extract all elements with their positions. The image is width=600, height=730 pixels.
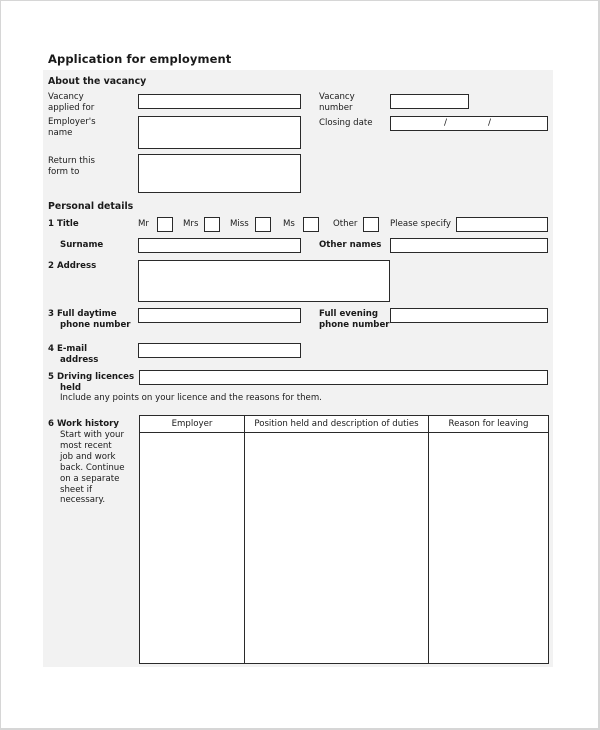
driving-licences-field[interactable]: [139, 370, 548, 385]
email-label: [48, 344, 98, 366]
vacancy-applied-for-field[interactable]: [138, 94, 301, 109]
closing-date-label: Closing date: [319, 118, 373, 128]
work-history-table: [139, 415, 549, 664]
please-specify-label: Please specify: [390, 219, 451, 229]
surname-field[interactable]: [138, 238, 301, 253]
label-line: form to: [48, 167, 80, 177]
document-title: Application for employment: [48, 52, 232, 66]
label-line: held: [60, 383, 82, 393]
column-header-reason: Reason for leaving: [448, 419, 529, 429]
instruction-line: job and work: [60, 451, 116, 462]
title-option-mrs-checkbox[interactable]: [204, 217, 220, 232]
title-option-other-checkbox[interactable]: [363, 217, 379, 232]
employer-cell[interactable]: [140, 434, 244, 663]
label-line: Return this: [48, 156, 95, 166]
other-names-label: Other names: [319, 240, 382, 250]
label-line: 3 Full daytime: [48, 309, 117, 319]
vacancy-number-label: [319, 92, 355, 114]
label-line: 5 Driving licences: [48, 372, 135, 382]
header-divider: [140, 432, 548, 433]
label-line: phone number: [60, 320, 131, 330]
work-history-label: 6 Work history: [48, 419, 120, 429]
instruction-line: most recent: [60, 440, 112, 451]
label-line: Vacancy: [48, 92, 84, 102]
surname-label: Surname: [60, 240, 104, 250]
reason-cell[interactable]: [430, 434, 548, 663]
return-form-to-field[interactable]: [138, 154, 301, 193]
title-option-miss-checkbox[interactable]: [255, 217, 271, 232]
date-separator: /: [488, 118, 492, 128]
column-header-employer: Employer: [171, 419, 213, 429]
email-field[interactable]: [138, 343, 301, 358]
daytime-phone-field[interactable]: [138, 308, 301, 323]
label-line: number: [319, 103, 353, 113]
evening-phone-label: [319, 309, 390, 331]
instruction-line: on a separate: [60, 473, 120, 484]
driving-licences-label: [48, 372, 134, 394]
instruction-line: Start with your: [60, 430, 125, 440]
about-vacancy-heading: About the vacancy: [48, 76, 147, 87]
label-line: address: [60, 355, 99, 365]
date-separator: /: [444, 118, 448, 128]
vacancy-applied-for-label: [48, 92, 94, 114]
evening-phone-field[interactable]: [390, 308, 548, 323]
title-option-miss-label: Miss: [230, 219, 249, 229]
vacancy-number-field[interactable]: [390, 94, 469, 109]
label-line: Full evening: [319, 309, 379, 319]
title-option-ms-checkbox[interactable]: [303, 217, 319, 232]
label-line: applied for: [48, 103, 95, 113]
column-header-position: Position held and description of duties: [254, 419, 419, 429]
position-cell[interactable]: [246, 434, 428, 663]
address-field[interactable]: [138, 260, 390, 302]
label-line: 4 E-mail: [48, 344, 88, 354]
employers-name-label: [48, 117, 96, 139]
title-option-mr-checkbox[interactable]: [157, 217, 173, 232]
please-specify-field[interactable]: [456, 217, 548, 232]
return-form-label: [48, 156, 95, 178]
title-option-other-label: Other: [333, 219, 358, 229]
label-line: Vacancy: [319, 92, 355, 102]
title-option-ms-label: Ms: [283, 219, 295, 229]
employers-name-field[interactable]: [138, 116, 301, 149]
driving-licences-note: Include any points on your licence and the reasons for them.: [60, 393, 322, 403]
instruction-line: necessary.: [60, 495, 106, 506]
title-option-mr-label: Mr: [138, 219, 149, 229]
label-line: name: [48, 128, 73, 138]
instruction-line: sheet if: [60, 484, 93, 495]
work-history-instructions: [60, 430, 125, 506]
closing-date-field[interactable]: [390, 116, 548, 131]
other-names-field[interactable]: [390, 238, 548, 253]
personal-details-heading: Personal details: [48, 201, 134, 212]
title-label: 1 Title: [48, 219, 79, 229]
label-line: Employer's: [48, 117, 96, 127]
title-option-mrs-label: Mrs: [183, 219, 199, 229]
daytime-phone-label: [48, 309, 131, 331]
address-label: 2 Address: [48, 261, 97, 271]
label-line: phone number: [319, 320, 390, 330]
instruction-line: back. Continue: [60, 462, 125, 473]
